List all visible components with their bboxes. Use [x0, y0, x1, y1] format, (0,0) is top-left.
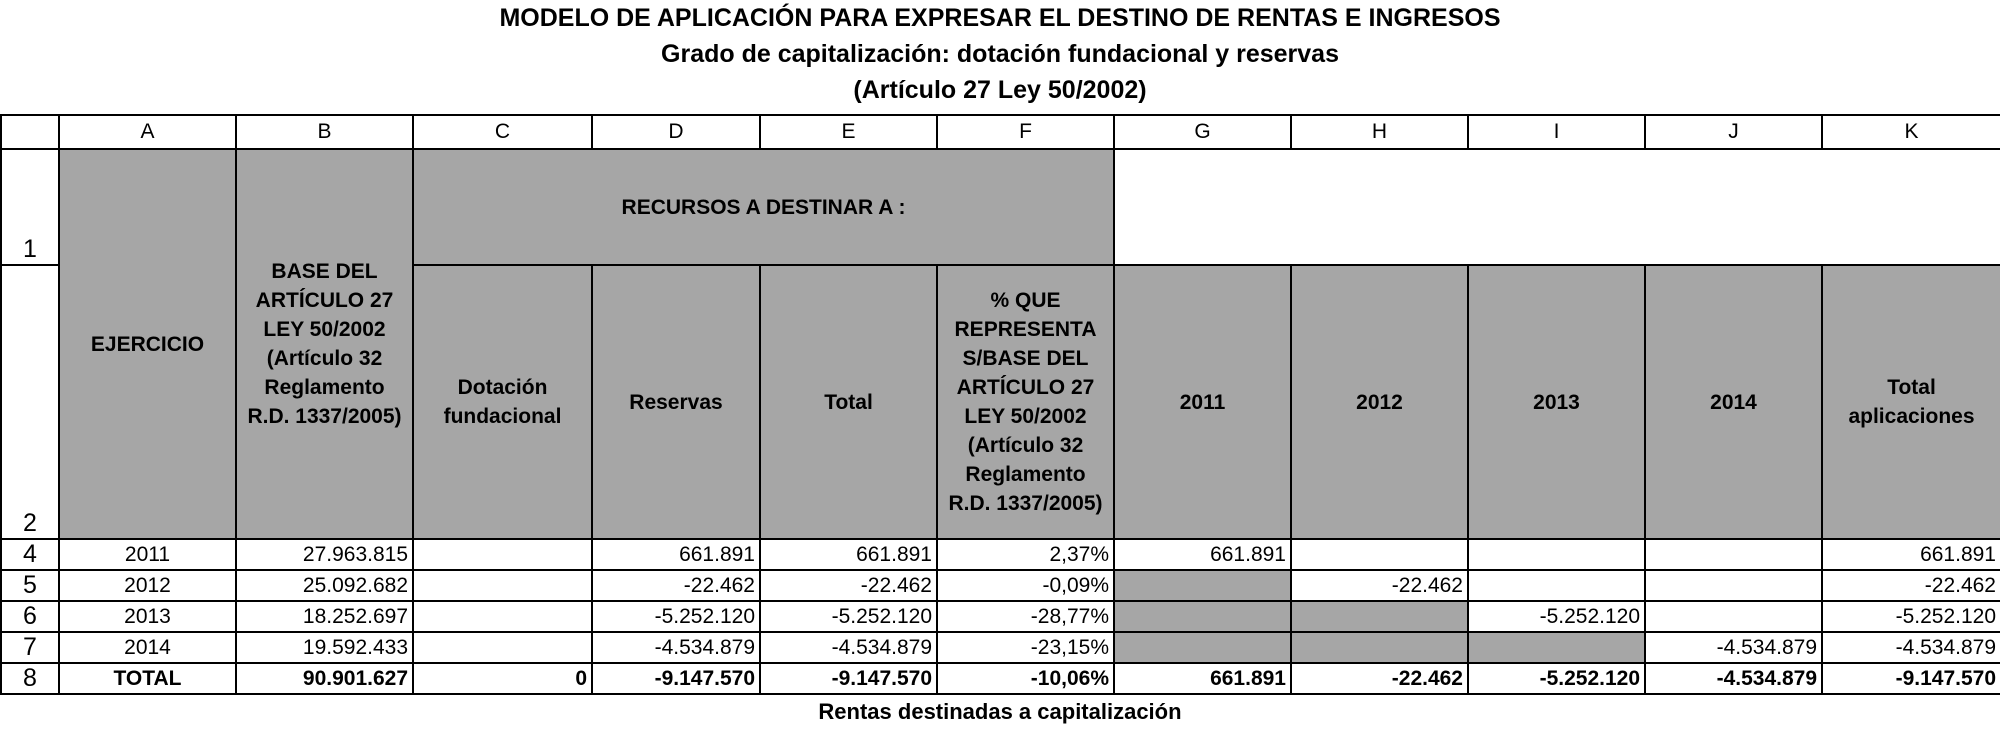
column-header-h[interactable]: H	[1291, 115, 1468, 149]
cell-total[interactable]: -4.534.879	[760, 632, 937, 663]
cell-total-2013[interactable]: -5.252.120	[1468, 663, 1645, 694]
cell-2014[interactable]: -4.534.879	[1645, 632, 1822, 663]
table-row	[1, 601, 2000, 632]
header-row-1	[1, 149, 2000, 265]
header-reservas: Reservas	[592, 265, 760, 539]
cell-2012[interactable]	[1291, 539, 1468, 570]
title-block	[0, 0, 2000, 108]
capitalization-table	[0, 114, 2000, 695]
cell-total-2012[interactable]: -22.462	[1291, 663, 1468, 694]
column-header-j[interactable]: J	[1645, 115, 1822, 149]
cell-porcentaje[interactable]: 2,37%	[937, 539, 1114, 570]
header-base: BASE DEL ARTÍCULO 27 LEY 50/2002 (Artículo 32 Reglamento R.D. 1337/2005)	[236, 149, 413, 539]
row-number-7[interactable]: 7	[1, 632, 59, 663]
cell-dotacion[interactable]	[413, 570, 592, 601]
header-blank-area	[1114, 149, 2000, 265]
cell-base[interactable]: 18.252.697	[236, 601, 413, 632]
cell-porcentaje[interactable]: -23,15%	[937, 632, 1114, 663]
cell-base[interactable]: 27.963.815	[236, 539, 413, 570]
cell-reservas[interactable]: -5.252.120	[592, 601, 760, 632]
cell-2013[interactable]: -5.252.120	[1468, 601, 1645, 632]
cell-total-aplicaciones-sum[interactable]: -9.147.570	[1822, 663, 2000, 694]
total-row	[1, 663, 2000, 694]
cell-ejercicio[interactable]: 2013	[59, 601, 236, 632]
cell-2014[interactable]	[1645, 570, 1822, 601]
footer-caption: Rentas destinadas a capitalización	[818, 699, 1182, 724]
cell-porcentaje[interactable]: -0,09%	[937, 570, 1114, 601]
cell-2012-shaded[interactable]	[1291, 632, 1468, 663]
cell-2013[interactable]	[1468, 539, 1645, 570]
column-header-k[interactable]: K	[1822, 115, 2000, 149]
column-letter-row	[1, 115, 2000, 149]
subtitle: Grado de capitalización: dotación fundacional y reservas	[661, 40, 1339, 68]
cell-total-aplicaciones[interactable]: -4.534.879	[1822, 632, 2000, 663]
cell-2014[interactable]	[1645, 539, 1822, 570]
header-2013: 2013	[1468, 265, 1645, 539]
cell-2013-shaded[interactable]	[1468, 632, 1645, 663]
header-porcentaje: % QUE REPRESENTA S/BASE DEL ARTÍCULO 27 LEY 50/2002 (Artículo 32 Reglamento R.D. 1337/2005)	[937, 265, 1114, 539]
cell-total-aplicaciones[interactable]: -5.252.120	[1822, 601, 2000, 632]
header-total: Total	[760, 265, 937, 539]
cell-ejercicio[interactable]: 2011	[59, 539, 236, 570]
cell-total[interactable]: -5.252.120	[760, 601, 937, 632]
cell-base[interactable]: 25.092.682	[236, 570, 413, 601]
row-number-4[interactable]: 4	[1, 539, 59, 570]
cell-base[interactable]: 19.592.433	[236, 632, 413, 663]
cell-total[interactable]: -22.462	[760, 570, 937, 601]
legal-reference: (Artículo 27 Ley 50/2002)	[853, 76, 1147, 104]
cell-ejercicio[interactable]: 2012	[59, 570, 236, 601]
cell-reservas[interactable]: 661.891	[592, 539, 760, 570]
cell-total-2011[interactable]: 661.891	[1114, 663, 1291, 694]
cell-total-label[interactable]: TOTAL	[59, 663, 236, 694]
column-header-c[interactable]: C	[413, 115, 592, 149]
header-total-aplicaciones: Total aplicaciones	[1822, 265, 2000, 539]
cell-2012[interactable]: -22.462	[1291, 570, 1468, 601]
column-header-e[interactable]: E	[760, 115, 937, 149]
table-row	[1, 570, 2000, 601]
header-2012: 2012	[1291, 265, 1468, 539]
table-row	[1, 539, 2000, 570]
header-dotacion: Dotación fundacional	[413, 265, 592, 539]
row-number-1[interactable]: 1	[1, 149, 59, 265]
cell-dotacion[interactable]	[413, 601, 592, 632]
corner-cell	[1, 115, 59, 149]
cell-total-porcentaje[interactable]: -10,06%	[937, 663, 1114, 694]
cell-2011-shaded[interactable]	[1114, 601, 1291, 632]
header-ejercicio: EJERCICIO	[59, 149, 236, 539]
cell-reservas[interactable]: -22.462	[592, 570, 760, 601]
column-header-g[interactable]: G	[1114, 115, 1291, 149]
cell-2014[interactable]	[1645, 601, 1822, 632]
cell-total-base[interactable]: 90.901.627	[236, 663, 413, 694]
column-header-b[interactable]: B	[236, 115, 413, 149]
cell-2011-shaded[interactable]	[1114, 570, 1291, 601]
header-recursos: RECURSOS A DESTINAR A :	[413, 149, 1114, 265]
row-number-8[interactable]: 8	[1, 663, 59, 694]
cell-2012-shaded[interactable]	[1291, 601, 1468, 632]
column-header-d[interactable]: D	[592, 115, 760, 149]
table-row	[1, 632, 2000, 663]
main-title: MODELO DE APLICACIÓN PARA EXPRESAR EL DESTINO DE RENTAS E INGRESOS	[499, 4, 1501, 32]
cell-dotacion[interactable]	[413, 632, 592, 663]
header-2014: 2014	[1645, 265, 1822, 539]
cell-reservas[interactable]: -4.534.879	[592, 632, 760, 663]
cell-2013[interactable]	[1468, 570, 1645, 601]
cell-ejercicio[interactable]: 2014	[59, 632, 236, 663]
cell-total-2014[interactable]: -4.534.879	[1645, 663, 1822, 694]
cell-total[interactable]: 661.891	[760, 539, 937, 570]
cell-total-dotacion[interactable]: 0	[413, 663, 592, 694]
header-2011: 2011	[1114, 265, 1291, 539]
cell-dotacion[interactable]	[413, 539, 592, 570]
cell-2011-shaded[interactable]	[1114, 632, 1291, 663]
column-header-a[interactable]: A	[59, 115, 236, 149]
column-header-i[interactable]: I	[1468, 115, 1645, 149]
cell-total-reservas[interactable]: -9.147.570	[592, 663, 760, 694]
cell-total-aplicaciones[interactable]: 661.891	[1822, 539, 2000, 570]
row-number-6[interactable]: 6	[1, 601, 59, 632]
cell-total-aplicaciones[interactable]: -22.462	[1822, 570, 2000, 601]
cell-2011[interactable]: 661.891	[1114, 539, 1291, 570]
column-header-f[interactable]: F	[937, 115, 1114, 149]
cell-porcentaje[interactable]: -28,77%	[937, 601, 1114, 632]
cell-total-total[interactable]: -9.147.570	[760, 663, 937, 694]
row-number-5[interactable]: 5	[1, 570, 59, 601]
row-number-2[interactable]: 2	[1, 265, 59, 539]
